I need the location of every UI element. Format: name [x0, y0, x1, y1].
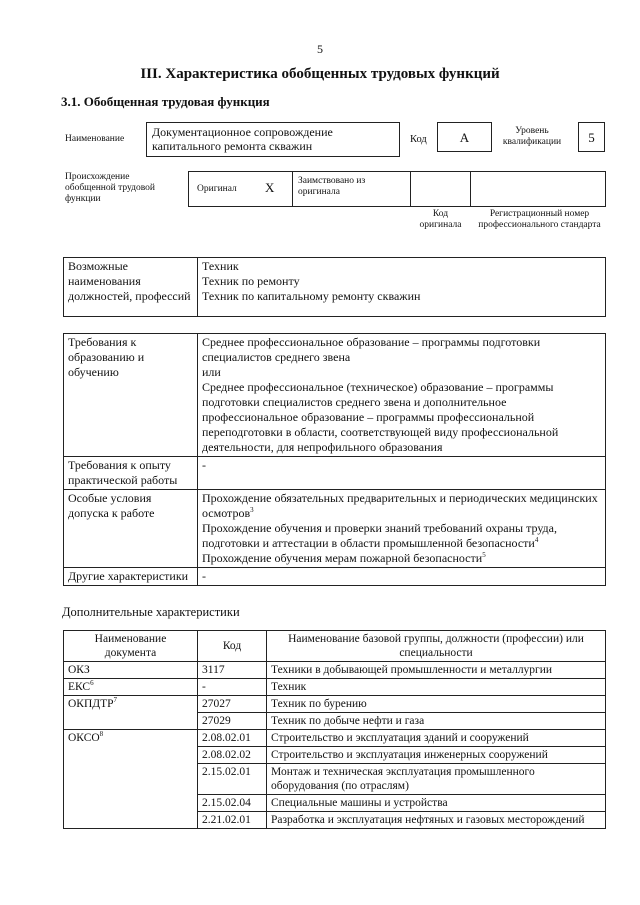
special-label: Особые условия допуска к работе — [64, 490, 198, 568]
doc-cell: ОКЗ — [64, 662, 198, 679]
position-item: Техник по капитальному ремонту скважин — [202, 289, 421, 303]
name-cell: Специальные машины и устройства — [267, 795, 606, 812]
position-item: Техник — [202, 259, 239, 273]
code-original-caption: Код оригинала — [419, 209, 462, 230]
special-value — [198, 490, 606, 568]
name-cell: Разработка и эксплуатация нефтяных и газовых месторождений — [267, 812, 606, 829]
code-value: А — [437, 122, 492, 152]
code-cell: 27029 — [198, 713, 267, 730]
code-cell: - — [198, 679, 267, 696]
education-text-1: Среднее профессиональное образование – программы подготовки специалистов среднего звена — [202, 335, 541, 364]
reg-number-caption: Регистрационный номер профессионального стандарта — [478, 209, 601, 230]
doc-cell: ОКСО$^8$ — [64, 730, 198, 829]
name-cell: Строительство и эксплуатация инженерных сооружений — [267, 747, 606, 764]
page-number: 5 — [317, 42, 323, 56]
code-cell: 3117 — [198, 662, 267, 679]
footnote-ref: 3 — [250, 506, 254, 514]
table-row — [64, 696, 606, 713]
name-cell: Строительство и эксплуатация зданий и сооружений — [267, 730, 606, 747]
origin-divider-3 — [470, 171, 471, 207]
requirements-table — [63, 333, 606, 586]
code-cell: 27027 — [198, 696, 267, 713]
origin-divider-1 — [292, 171, 293, 207]
col-doc-header: Наименование документа — [64, 631, 198, 662]
name-cell: Техник по добыче нефти и газа — [267, 713, 606, 730]
origin-divider-2 — [410, 171, 411, 207]
name-value: Документационное сопровождение капитального ремонта скважин — [146, 122, 400, 157]
col-code-header: Код — [198, 631, 267, 662]
special-item: Прохождение обучения мерам пожарной безопасности$^5$ — [202, 551, 486, 565]
table-row — [64, 662, 606, 679]
level-label: Уровень квалификации — [502, 126, 562, 147]
education-or: или — [202, 365, 221, 379]
positions-label: Возможные наименования должностей, профессий — [64, 258, 198, 317]
positions-values — [198, 258, 606, 317]
original-mark: Х — [265, 180, 275, 195]
origin-label: Происхождение обобщенной трудовой функции — [65, 172, 155, 204]
other-label: Другие характеристики — [64, 568, 198, 586]
code-cell: 2.08.02.01 — [198, 730, 267, 747]
original-label: Оригинал — [197, 184, 237, 194]
name-cell: Техник — [267, 679, 606, 696]
position-item: Техник по ремонту — [202, 274, 300, 288]
name-cell: Монтаж и техническая эксплуатация промышленного оборудования (по отраслям) — [267, 764, 606, 795]
name-label: Наименование — [65, 134, 125, 144]
name-cell: Техники в добывающей промышленности и металлургии — [267, 662, 606, 679]
code-cell: 2.15.02.01 — [198, 764, 267, 795]
footnote-ref: 8 — [99, 730, 104, 739]
code-label: Код — [410, 134, 427, 145]
name-cell: Техник по бурению — [267, 696, 606, 713]
additional-table — [63, 630, 606, 829]
other-value: - — [198, 568, 606, 586]
code-cell: 2.15.02.04 — [198, 795, 267, 812]
subsection-title: 3.1. Обобщенная трудовая функция — [61, 94, 270, 109]
col-name-header: Наименование базовой группы, должности (профессии) или специальности — [267, 631, 606, 662]
experience-value: - — [198, 457, 606, 490]
experience-label: Требования к опыту практической работы — [64, 457, 198, 490]
borrowed-label: Заимствовано из оригинала — [298, 176, 366, 197]
table-row — [64, 730, 606, 747]
footnote-ref: 7 — [113, 696, 118, 705]
special-item: Прохождение обучения и проверки знаний требований охраны труда, подготовки и аттестации в области промышленной безопасности$^4$ — [202, 521, 557, 550]
level-value: 5 — [578, 122, 605, 152]
additional-title: Дополнительные характеристики — [62, 605, 240, 619]
education-text-2: Среднее профессиональное (техническое) образование – программы подготовки специалистов среднего звена и дополнительное профессиональное образование – программы профессиональной переподготовки в области, соответствующей виду профессиональной деятельности, для непрофильного образования — [202, 380, 559, 454]
footnote-ref: 4 — [534, 536, 539, 544]
education-label: Требования к образованию и обучению — [64, 334, 198, 457]
table-row — [64, 679, 606, 696]
doc-cell: ОКПДТР$^7$ — [64, 696, 198, 730]
code-cell: 2.08.02.02 — [198, 747, 267, 764]
code-cell: 2.21.02.01 — [198, 812, 267, 829]
footnote-ref: 6 — [90, 679, 94, 688]
education-value — [198, 334, 606, 457]
footnote-ref: 5 — [482, 551, 486, 559]
doc-cell: ЕКС$^6$ — [64, 679, 198, 696]
positions-table — [63, 257, 606, 317]
section-title: III. Характеристика обобщенных трудовых функций — [140, 66, 500, 82]
special-item: Прохождение обязательных предварительных и периодических медицинских осмотров$^3$ — [202, 491, 598, 520]
